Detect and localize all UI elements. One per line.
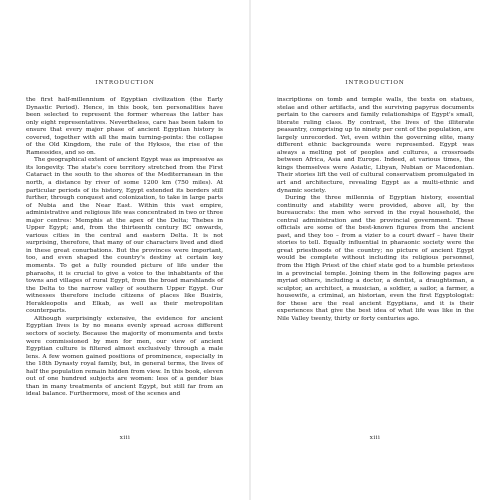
- page-number: xiii: [369, 435, 381, 441]
- running-head: INTRODUCTION: [345, 80, 405, 86]
- body-text: [277, 97, 474, 323]
- paragraph: Although surprisingly extensive, the evidence for ancient Egyptian lives is by no means evenly spread across different sectors of society. Because the majority of monuments and texts were commissioned by men for men, our view of ancient Egyptian culture is filtered almost exclusively through a male lens. A few women gained positions of prominence, especially in the 18th Dynasty royal family, but, in general terms, the lives of half the population remain hidden from view. In this book, eleven out of one hundred subjects are women: less of a gender bias than in many treatments of ancient Egypt, but still far from an ideal balance. Furthermore, most of the scenes and: [26, 315, 223, 398]
- running-head: INTRODUCTION: [95, 80, 155, 86]
- page-number: xiii: [119, 435, 131, 441]
- paragraph: The geographical extent of ancient Egypt was as impressive as its longevity. The state's core territory stretched from the First Cataract in the south to the shores of the Mediterranean in the north, a distance by river of some 1200 km (750 miles). At particular periods of its history, Egypt extended its borders still further, through conquest and colonization, to take in large parts of Nubia and the Near East. Within this vast empire, administrative and religious life was concentrated in two or three major centres: Memphis at the apex of the Delta; Thebes in Upper Egypt; and, from the thirteenth century BC onwards, various cities in the central and eastern Delta. It is not surprising, therefore, that many of our characters lived and died in these great conurbations. But the provinces were important, too, and even shaped the country's destiny at certain key moments. To get a fully rounded picture of life under the pharaohs, it is crucial to give a voice to the inhabitants of the towns and villages of rural Egypt, from the broad marshlands of the Delta to the narrow valley of southern Upper Egypt. Our witnesses therefore include citizens of places like Busiris, Herakleopolis and Elkab, as well as their metropolitan counterparts.: [26, 157, 223, 315]
- right-page: [250, 0, 500, 500]
- paragraph: During the three millennia of Egyptian history, essential continuity and stability were provided, above all, by the bureaucrats: the men who served in the royal household, the central administration and the provincial government. These officials are some of the best-known figures from the ancient past, and they too – from a vizier to a court dwarf – have their stories to tell. Equally influential in pharaonic society were the great priesthoods of the country; no picture of ancient Egypt would be complete without including its religious personnel, from the High Priest of the chief state god to a humble priestess in a provincial temple. Joining them in the following pages are myriad others, including a doctor, a dentist, a draughtsman, a sculptor, an architect, a musician, a soldier, a sailor, a farmer, a housewife, a criminal, an historian, even the first Egyptologist: for these are the real ancient Egyptians, and it is their experiences that give the best idea of what life was like in the Nile Valley twenty, thirty or forty centuries ago.: [277, 195, 474, 322]
- paragraph: the first half-millennium of Egyptian civilization (the Early Dynastic Period). Hence, in this book, ten personalities have been selected to represent the former whereas the latter has only eight representatives. Nevertheless, care has been taken to ensure that every major phase of ancient Egyptian history is covered, together with all the main turning-points: the collapse of the Old Kingdom, the rule of the Hyksos, the rise of the Ramessides, and so on.: [26, 97, 223, 156]
- paragraph: inscriptions on tomb and temple walls, the texts on statues, stelae and other artifacts, and the surviving papyrus documents pertain to the careers and family relationships of Egypt's small, literate ruling class. By contrast, the lives of the illiterate peasantry, comprising up to ninety per cent of the population, are largely unrecorded. Yet, even within the governing elite, many different ethnic backgrounds were represented. Egypt was always a melting pot of peoples and cultures, a crossroads between Africa, Asia and Europe. Indeed, at various times, the kings themselves were Asiatic, Libyan, Nubian or Macedonian. Their stories lift the veil of cultural conservatism promulgated in art and architecture, revealing Egypt as a multi-ethnic and dynamic society.: [277, 97, 474, 194]
- body-text: [26, 97, 223, 399]
